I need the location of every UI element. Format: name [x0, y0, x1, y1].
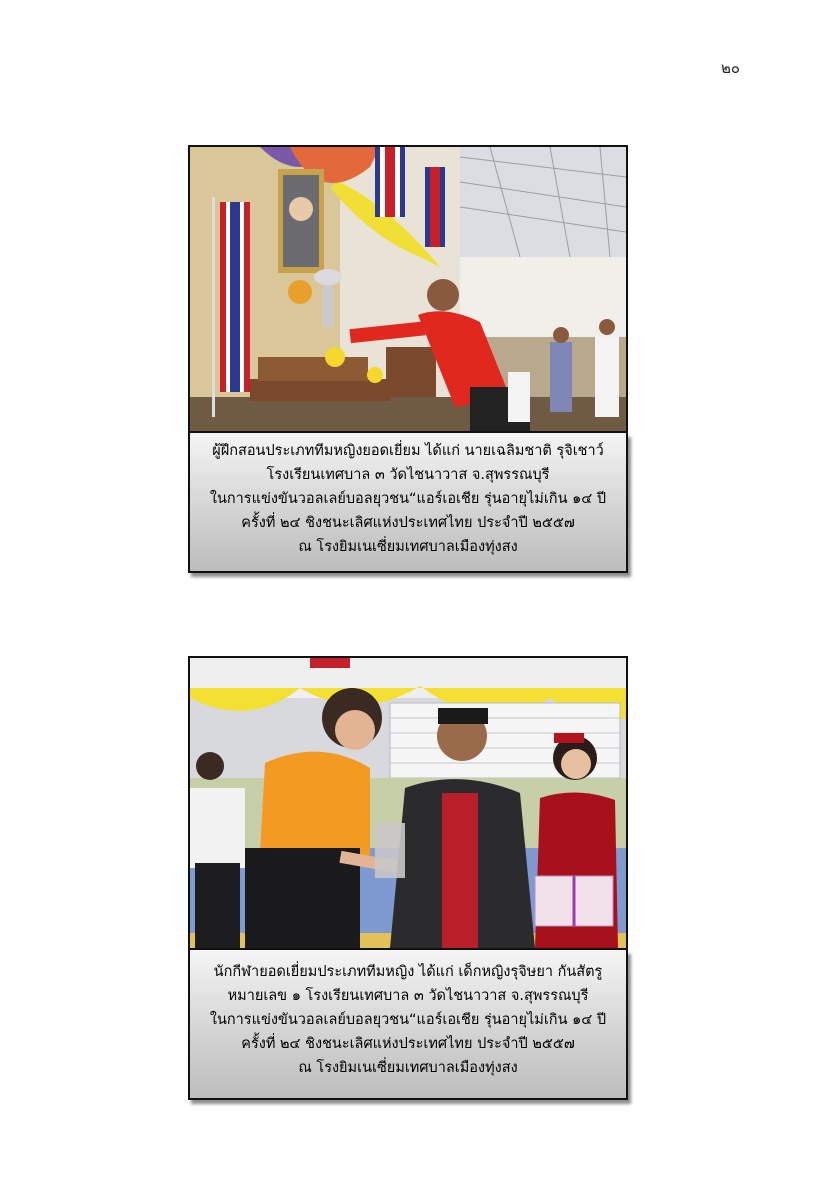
page-number: ๒๐	[720, 59, 740, 77]
caption-2	[188, 950, 628, 1100]
ceremony-photo-1	[188, 145, 628, 433]
ceremony-photo-2	[188, 656, 628, 950]
caption-2-line-1: นักกีฬายอดเยี่ยมประเภททีมหญิง ได้แก่ เด็กหญิงรุจิษยา กันสัตรู	[213, 964, 603, 980]
caption-1-line-1: ผู้ฝึกสอนประเภททีมหญิงยอดเยี่ยม ได้แก่ นายเฉลิมชาติ รุจิเชาว์	[212, 443, 604, 459]
photo-block-2	[188, 656, 628, 1100]
ceremony-photo-2-image	[190, 658, 626, 948]
ceremony-photo-1-image	[190, 147, 626, 431]
caption-1-line-2: โรงเรียนเทศบาล ๓ วัดไชนาวาส จ.สุพรรณบุรี	[266, 467, 550, 483]
caption-2-line-3: ในการแข่งขันวอลเลย์บอลยุวชน“แอร์เอเชีย รุ่นอายุไม่เกิน ๑๔ ปี	[209, 1012, 607, 1028]
caption-1-line-4: ครั้งที่ ๒๔ ชิงชนะเลิศแห่งประเทศไทย ประจำปี ๒๕๕๗	[241, 515, 575, 531]
caption-1-line-3: ในการแข่งขันวอลเลย์บอลยุวชน“แอร์เอเชีย รุ่นอายุไม่เกิน ๑๔ ปี	[209, 491, 607, 507]
caption-2-line-4: ครั้งที่ ๒๔ ชิงชนะเลิศแห่งประเทศไทย ประจำปี ๒๕๕๗	[241, 1036, 575, 1052]
caption-1-line-5: ณ โรงยิมเนเซี่ยมเทศบาลเมืองทุ่งสง	[298, 539, 518, 555]
caption-1	[188, 433, 628, 573]
photo-block-1	[188, 145, 628, 573]
caption-2-line-5: ณ โรงยิมเนเซี่ยมเทศบาลเมืองทุ่งสง	[298, 1060, 518, 1076]
caption-2-line-2: หมายเลข ๑ โรงเรียนเทศบาล ๓ วัดไชนาวาส จ.สุพรรณบุรี	[227, 988, 589, 1004]
